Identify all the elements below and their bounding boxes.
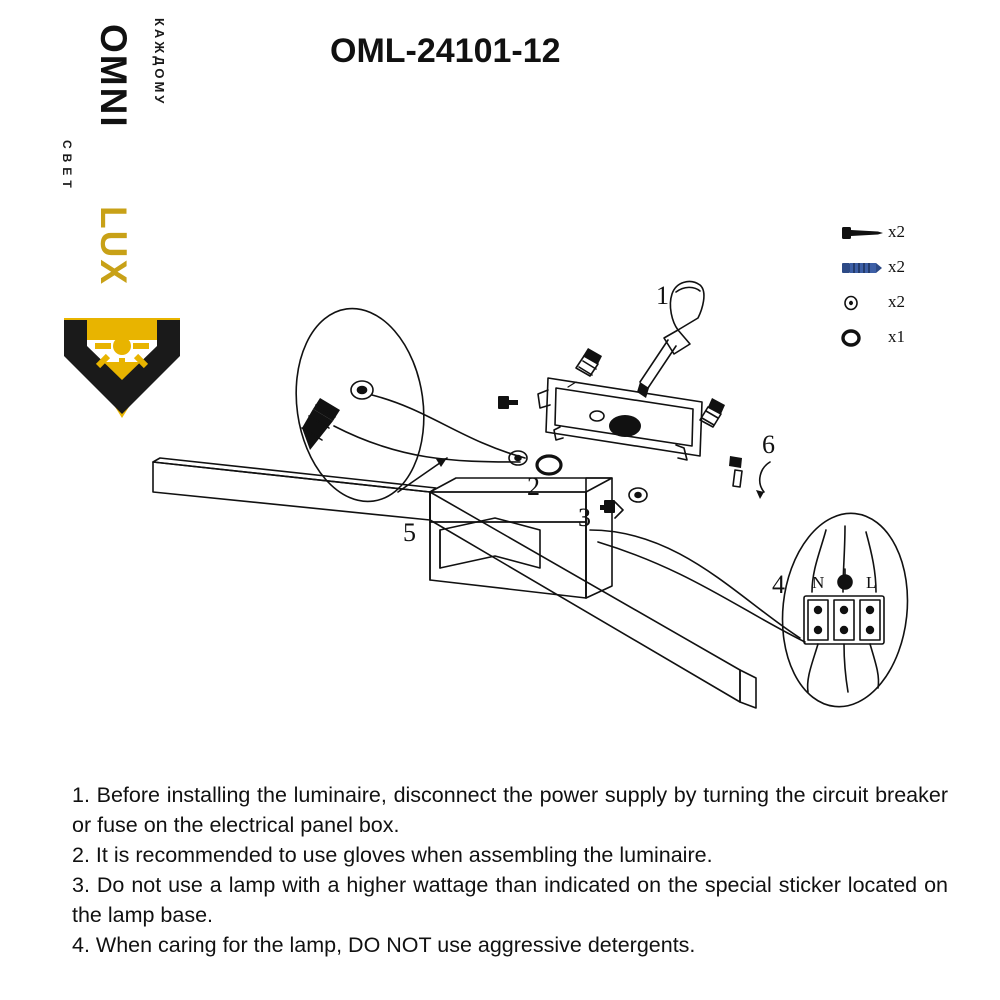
callout-4: 4 [772, 570, 785, 599]
parts-list-qty: x2 [888, 222, 905, 241]
brand-tagline-kazhdomu: КАЖДОМУ [152, 18, 167, 107]
parts-list-qty: x2 [888, 257, 905, 276]
rubber-ring [537, 456, 561, 474]
loose-screw-right [700, 398, 725, 427]
terminal-label-neutral: N [812, 573, 825, 592]
loose-screw-lower-right [729, 456, 742, 487]
exploded-assembly-diagram [0, 230, 1000, 770]
callout-3: 3 [578, 503, 591, 532]
callout-6: 6 [762, 430, 775, 459]
screwdriver-icon [637, 282, 704, 398]
terminal-label-live: L [866, 573, 877, 592]
rotate-arrow-icon [756, 462, 770, 499]
callout-1: 1 [656, 281, 669, 310]
parts-list-qty: x2 [888, 292, 905, 311]
brand-name-lux: LUX [93, 206, 134, 286]
instruction-line-1: 1. Before installing the luminaire, disconnect the power supply by turning the circuit breaker or fuse on the electrical panel box. [72, 783, 948, 837]
loose-screw-left [498, 396, 518, 409]
bracket-screw-upper [576, 348, 602, 376]
parts-list-qty: x1 [888, 327, 905, 346]
callout-5: 5 [403, 518, 416, 547]
page-title: OML-24101-12 [330, 32, 561, 70]
instructions-block [72, 780, 948, 960]
instruction-line-2: 2. It is recommended to use gloves when assembling the luminaire. [72, 843, 713, 867]
wiring-detail-right [773, 507, 917, 713]
mounting-bracket [538, 378, 702, 460]
instruction-line-3: 3. Do not use a lamp with a higher wattage than indicated on the special sticker located on the lamp base. [72, 873, 948, 927]
callout-2: 2 [527, 472, 540, 501]
brand-name-omni: OMNI [93, 24, 134, 129]
brand-tagline-svet: СВЕТ [60, 140, 74, 193]
instruction-line-4: 4. When caring for the lamp, DO NOT use aggressive detergents. [72, 933, 696, 957]
washer-right [629, 488, 647, 502]
